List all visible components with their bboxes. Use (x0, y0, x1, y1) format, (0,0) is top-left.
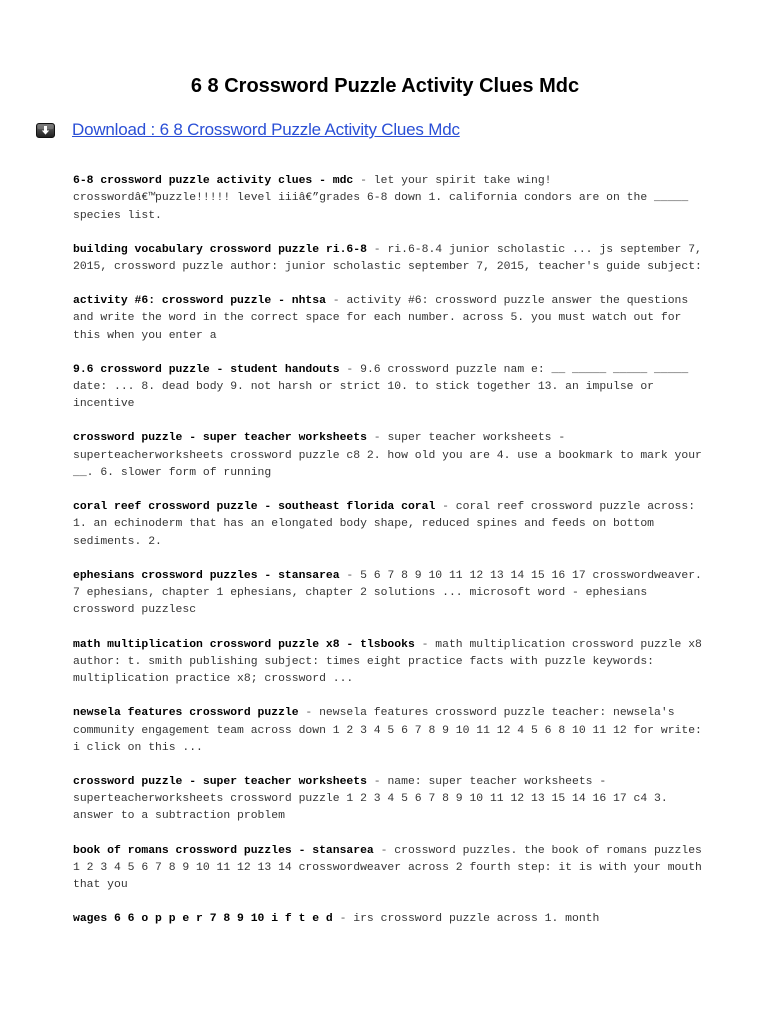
result-snippet: activity #6: crossword puzzle answer the questions and write the word in the correct space for each number. across 5. you must watch out for this when you enter a (73, 295, 689, 342)
result-separator: - (366, 432, 388, 445)
result-separator: - (414, 638, 436, 651)
result-title: newsela features crossword puzzle (73, 707, 299, 720)
result-snippet: newsela features crossword puzzle teacher: newsela's community engagement team across down 1 2 3 4 5 6 7 8 9 10 11 12 4 5 6 8 10 11 12 for write: i click on this ... (73, 707, 702, 754)
result-item (73, 637, 703, 689)
result-item (73, 568, 703, 620)
result-title: 6-8 crossword puzzle activity clues - mdc (73, 175, 354, 187)
result-item (73, 774, 703, 826)
result-item (73, 843, 703, 895)
result-title: crossword puzzle - super teacher worksheets (73, 775, 367, 788)
result-separator: - (353, 175, 374, 187)
result-separator: - (435, 501, 456, 514)
result-item (73, 430, 703, 482)
result-item (73, 705, 703, 757)
result-snippet: super teacher worksheets - superteacherworksheets crossword puzzle c8 2. how old you are 4. use a bookmark to mark your __. 6. slower form of running (73, 432, 702, 480)
result-snippet: coral reef crossword puzzle across: 1. an echinoderm that has an elongated body shape, reduced spines and feeds on bottom sediments. 2. (73, 501, 696, 548)
result-separator: - (298, 707, 320, 720)
result-snippet: name: super teacher worksheets - superteacherworksheets crossword puzzle 1 2 3 4 5 6 7 8 9 10 11 12 13 15 14 16 17 c4 3. answer to a subtraction problem (73, 775, 668, 823)
result-item (73, 242, 703, 277)
result-title: wages 6 6 o p p e r 7 8 9 10 i f t e d (73, 913, 333, 926)
result-title: 9.6 crossword puzzle - student handouts (73, 363, 340, 376)
result-item (73, 499, 703, 551)
result-item (73, 293, 703, 345)
result-title: book of romans crossword puzzles - stansarea (73, 844, 374, 857)
download-icon[interactable] (36, 123, 55, 138)
result-title: math multiplication crossword puzzle x8 - tlsbooks (73, 638, 415, 651)
results-list (73, 173, 703, 945)
result-title: activity #6: crossword puzzle - nhtsa (73, 295, 326, 308)
result-item (73, 911, 703, 928)
result-title: building vocabulary crossword puzzle ri.6-8 (73, 243, 367, 256)
result-item (73, 362, 703, 414)
result-separator: - (332, 913, 354, 926)
result-title: coral reef crossword puzzle - southeast florida coral (73, 501, 436, 514)
result-separator: - (325, 295, 347, 308)
result-separator: - (339, 363, 361, 376)
result-title: crossword puzzle - super teacher worksheets (73, 432, 367, 445)
result-snippet: 5 6 7 8 9 10 11 12 13 14 15 16 17 crosswordweaver. 7 ephesians, chapter 1 ephesians, chapter 2 solutions ... microsoft word - ephesians crossword puzzlesc (73, 569, 702, 617)
result-snippet: let your spirit take wing! crosswordâ€™puzzle!!!!! level iiiâ€”grades 6-8 down 1. california condors are on the _____ species list. (73, 175, 689, 222)
result-separator: - (373, 844, 395, 857)
result-item (73, 173, 703, 225)
result-separator: - (366, 243, 388, 256)
download-link[interactable]: Download : 6 8 Crossword Puzzle Activity Clues Mdc (72, 120, 460, 139)
result-title: ephesians crossword puzzles - stansarea (73, 569, 340, 582)
page-title: 6 8 Crossword Puzzle Activity Clues Mdc (190, 75, 580, 97)
result-snippet: 9.6 crossword puzzle nam e: __ _____ _____ _____ date: ... 8. dead body 9. not harsh or strict 10. to stick together 13. an impulse or incentive (73, 363, 689, 411)
result-snippet: irs crossword puzzle across 1. month (353, 913, 600, 926)
result-snippet: ri.6-8.4 junior scholastic ... js september 7, 2015, crossword puzzle author: junior scholastic september 7, 2015, teacher's guide subject: (73, 243, 702, 273)
result-snippet: math multiplication crossword puzzle x8 author: t. smith publishing subject: times eight practice facts with puzzle keywords: multiplication practice x8; crossword ... (73, 638, 702, 686)
result-separator: - (366, 775, 388, 788)
result-snippet: crossword puzzles. the book of romans puzzles 1 2 3 4 5 6 7 8 9 10 11 12 13 14 crosswordweaver across 2 fourth step: it is with your mouth that you (73, 844, 702, 892)
result-separator: - (339, 569, 361, 582)
download-row[interactable] (36, 118, 460, 142)
